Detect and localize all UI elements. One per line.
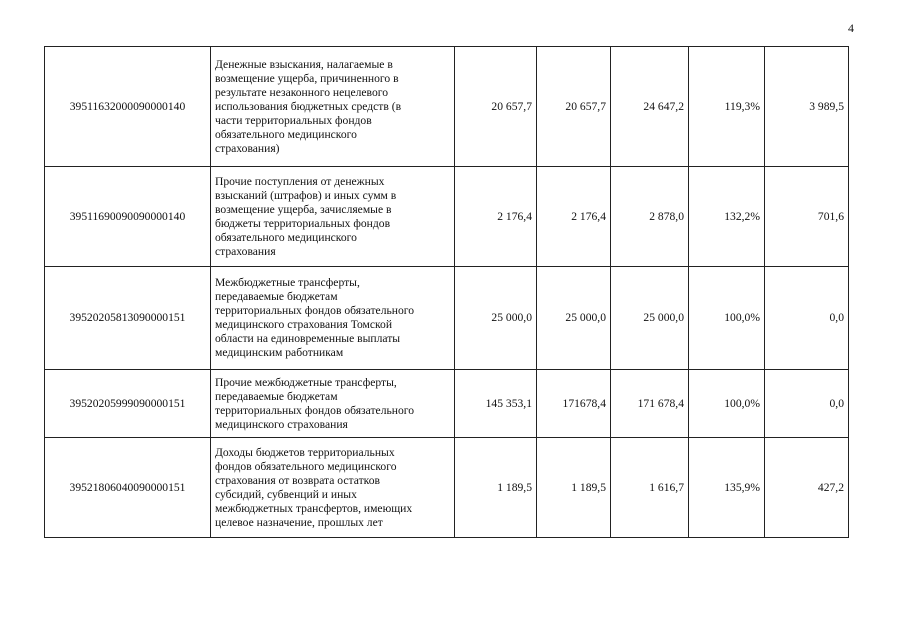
description-line: Прочие поступления от денежных <box>215 174 385 188</box>
description-line: Межбюджетные трансферты, <box>215 276 360 289</box>
description-line: территориальных фондов обязательного <box>215 403 415 417</box>
actual-value-cell: 171 678,4 <box>611 370 689 438</box>
description-line: страхования) <box>215 141 280 155</box>
description-line: возмещение ущерба, причиненного в <box>215 71 399 85</box>
budget-code-cell: 39520205813090000151 <box>45 267 211 370</box>
description-line: взысканий (штрафов) и иных сумм в <box>215 188 397 202</box>
budget-code-cell: 39511632000090000140 <box>45 47 211 167</box>
table-row <box>45 267 849 370</box>
description-cell <box>211 167 455 267</box>
execution-percent-cell: 100,0% <box>689 370 765 438</box>
description-line: обязательного медицинского <box>215 230 357 244</box>
planned-value-cell: 145 353,1 <box>455 370 537 438</box>
planned-value-cell: 2 176,4 <box>455 167 537 267</box>
table-row <box>45 47 849 167</box>
planned-value-cell: 20 657,7 <box>455 47 537 167</box>
deviation-value-cell: 701,6 <box>765 167 849 267</box>
description-cell <box>211 370 455 438</box>
description-line: межбюджетных трансфертов, имеющих <box>215 501 413 515</box>
deviation-value-cell: 3 989,5 <box>765 47 849 167</box>
deviation-value-cell: 427,2 <box>765 438 849 538</box>
page-number: 4 <box>848 21 854 35</box>
description-line: бюджеты территориальных фондов <box>215 216 391 230</box>
description-line: части территориальных фондов <box>215 113 372 127</box>
revised-plan-value-cell: 20 657,7 <box>537 47 611 167</box>
description-line: области на единовременные выплаты <box>215 332 401 345</box>
deviation-value-cell: 0,0 <box>765 267 849 370</box>
actual-value-cell: 24 647,2 <box>611 47 689 167</box>
budget-code-cell: 39520205999090000151 <box>45 370 211 438</box>
planned-value-cell: 25 000,0 <box>455 267 537 370</box>
description-line: передаваемые бюджетам <box>215 389 338 403</box>
description-cell <box>211 267 455 370</box>
description-line: Прочие межбюджетные трансферты, <box>215 375 397 389</box>
actual-value-cell: 2 878,0 <box>611 167 689 267</box>
description-line: страхования <box>215 244 276 258</box>
description-line: передаваемые бюджетам <box>215 290 338 303</box>
budget-revenue-table <box>44 46 849 538</box>
actual-value-cell: 25 000,0 <box>611 267 689 370</box>
description-line: возмещение ущерба, зачисляемые в <box>215 202 392 216</box>
description-line: медицинского страхования <box>215 417 348 431</box>
actual-value-cell: 1 616,7 <box>611 438 689 538</box>
revised-plan-value-cell: 2 176,4 <box>537 167 611 267</box>
revised-plan-value-cell: 1 189,5 <box>537 438 611 538</box>
execution-percent-cell: 119,3% <box>689 47 765 167</box>
table-row <box>45 438 849 538</box>
table-row <box>45 370 849 438</box>
revised-plan-value-cell: 171678,4 <box>537 370 611 438</box>
description-cell <box>211 47 455 167</box>
description-line: субсидий, субвенций и иных <box>215 487 357 501</box>
budget-code-cell: 39521806040090000151 <box>45 438 211 538</box>
description-line: результате незаконного нецелевого <box>215 85 389 99</box>
description-line: фондов обязательного медицинского <box>215 459 397 473</box>
deviation-value-cell: 0,0 <box>765 370 849 438</box>
description-cell <box>211 438 455 538</box>
execution-percent-cell: 132,2% <box>689 167 765 267</box>
description-line: Доходы бюджетов территориальных <box>215 445 395 459</box>
revised-plan-value-cell: 25 000,0 <box>537 267 611 370</box>
description-line: целевое назначение, прошлых лет <box>215 515 383 529</box>
description-line: медицинского страхования Томской <box>215 318 393 331</box>
description-line: страхования от возврата остатков <box>215 473 380 487</box>
description-line: медицинским работникам <box>215 346 344 359</box>
execution-percent-cell: 100,0% <box>689 267 765 370</box>
planned-value-cell: 1 189,5 <box>455 438 537 538</box>
description-line: Денежные взыскания, налагаемые в <box>215 57 393 71</box>
budget-code-cell: 39511690090090000140 <box>45 167 211 267</box>
description-line: обязательного медицинского <box>215 127 357 141</box>
description-line: территориальных фондов обязательного <box>215 304 415 317</box>
description-line: использования бюджетных средств (в <box>215 99 402 113</box>
execution-percent-cell: 135,9% <box>689 438 765 538</box>
table-row <box>45 167 849 267</box>
